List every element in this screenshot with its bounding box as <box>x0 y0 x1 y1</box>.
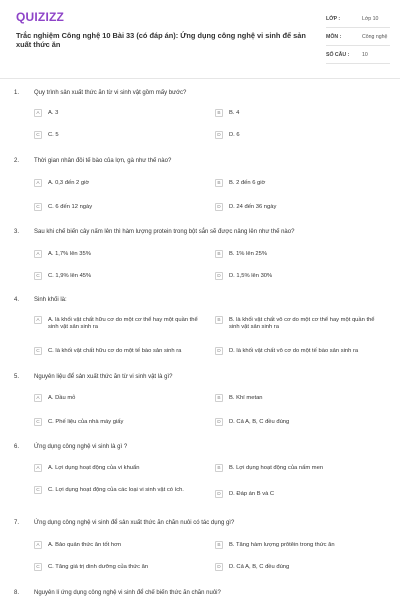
option-d[interactable] <box>215 491 379 498</box>
option-letter-box: D <box>215 272 223 280</box>
option-text: A. Lợi dụng hoạt động của vi khuẩn <box>48 465 140 471</box>
option-text: B. Tăng hàm lượng prôtêin trong thức ăn <box>229 542 335 548</box>
option-letter-box: B <box>215 394 223 402</box>
option-letter-box: A <box>34 250 42 258</box>
meta-value: Công nghệ <box>362 34 388 40</box>
option-text: B. 2 đến 6 giờ <box>229 180 266 186</box>
option-text: C. 6 đến 12 ngày <box>48 204 93 210</box>
option-letter-box: C <box>34 486 42 494</box>
option-letter-box: D <box>215 418 223 426</box>
option-d[interactable] <box>215 419 379 426</box>
option-letter-box: A <box>34 394 42 402</box>
option-a[interactable] <box>34 110 198 117</box>
option-letter-box: D <box>215 203 223 211</box>
question-number: 8. <box>14 590 20 596</box>
option-text: B. 4 <box>229 110 240 116</box>
question-number: 7. <box>14 520 20 526</box>
option-text: D. Cả A, B, C đều đúng <box>229 564 290 570</box>
option-text: C. là khối vật chất hữu cơ do một tế bào sản sinh ra <box>48 348 182 354</box>
option-d[interactable] <box>215 204 379 211</box>
question-number: 2. <box>14 158 20 164</box>
option-text: B. Khí metan <box>229 395 263 401</box>
option-text: D. Đáp án B và C <box>229 491 275 497</box>
question-number: 4. <box>14 297 20 303</box>
quizizz-logo[interactable]: QUIZIZZ <box>16 10 65 24</box>
option-letter-box: D <box>215 490 223 498</box>
option-letter-box: B <box>215 316 223 324</box>
option-a[interactable] <box>34 465 198 472</box>
option-text: A. 1,7% lên 35% <box>48 251 91 257</box>
option-letter-box: A <box>34 109 42 117</box>
option-d[interactable] <box>215 348 399 355</box>
option-b[interactable] <box>215 317 379 331</box>
option-letter-box: D <box>215 131 223 139</box>
meta-row-class <box>326 14 390 28</box>
option-d[interactable] <box>215 273 379 280</box>
option-a[interactable] <box>34 542 198 549</box>
question-text: Ứng dụng công nghệ vi sinh là gì ? <box>34 444 128 450</box>
option-text: C. Phế liệu của nhà máy giấy <box>48 419 124 425</box>
worksheet-title: Trắc nghiệm Công nghệ 10 Bài 33 (có đáp án): Ứng dụng công nghệ vi sinh để sản xuất thức ăn <box>16 31 306 49</box>
option-letter-box: A <box>34 464 42 472</box>
option-letter-box: C <box>34 131 42 139</box>
option-letter-box: A <box>34 316 42 324</box>
question-text: Ứng dụng công nghệ vi sinh để sản xuất thức ăn chăn nuôi có tác dụng gì? <box>34 520 235 526</box>
meta-row-subject <box>326 32 390 46</box>
option-a[interactable] <box>34 317 198 331</box>
option-c[interactable] <box>34 204 198 211</box>
option-letter-box: D <box>215 347 223 355</box>
option-b[interactable] <box>215 110 379 117</box>
option-letter-box: C <box>34 203 42 211</box>
question-number: 5. <box>14 374 20 380</box>
meta-label: LỚP : <box>326 16 341 22</box>
option-text: C. 1,9% lên 45% <box>48 273 92 279</box>
option-b[interactable] <box>215 251 379 258</box>
worksheet-header <box>0 0 400 78</box>
option-text: B. 1% lên 25% <box>229 251 268 257</box>
option-text: D. 24 đến 36 ngày <box>229 204 277 210</box>
worksheet-meta <box>326 14 390 68</box>
option-text: A. Dầu mỏ <box>48 395 76 401</box>
option-letter-box: B <box>215 464 223 472</box>
option-b[interactable] <box>215 180 379 187</box>
option-text: A. là khối vật chất hữu cơ do một cơ thể hay một quần thể sinh vật sản sinh ra <box>48 317 198 330</box>
question-text: Nguyên lí ứng dụng công nghệ vi sinh để chế biến thức ăn chăn nuôi? <box>34 590 221 596</box>
option-letter-box: D <box>215 563 223 571</box>
option-b[interactable] <box>215 542 379 549</box>
question-text: Nguyên liệu để sản xuất thức ăn từ vi sinh vật là gì? <box>34 374 173 380</box>
meta-value: Lớp 10 <box>362 16 379 22</box>
question-number: 3. <box>14 229 20 235</box>
option-letter-box: C <box>34 563 42 571</box>
question-number: 1. <box>14 90 20 96</box>
option-text: A. 3 <box>48 110 59 116</box>
meta-label: SỐ CÂU : <box>326 52 350 58</box>
option-b[interactable] <box>215 395 379 402</box>
option-text: A. 0,3 đến 2 giờ <box>48 180 90 186</box>
option-a[interactable] <box>34 180 198 187</box>
option-c[interactable] <box>34 564 198 571</box>
option-d[interactable] <box>215 564 379 571</box>
option-text: C. Lợi dụng hoạt động của các loại vi sinh vật có ích. <box>48 487 184 493</box>
question-text: Sau khi chế biến cây nấm lên thì hàm lượng protein trong bột sắn sẽ được nâng lên như thế nào? <box>34 229 295 235</box>
option-letter-box: C <box>34 272 42 280</box>
option-letter-box: B <box>215 541 223 549</box>
option-text: B. Lợi dụng hoạt động của nấm men <box>229 465 324 471</box>
option-b[interactable] <box>215 465 379 472</box>
option-a[interactable] <box>34 395 198 402</box>
option-letter-box: C <box>34 347 42 355</box>
option-letter-box: B <box>215 250 223 258</box>
option-letter-box: A <box>34 179 42 187</box>
option-letter-box: B <box>215 179 223 187</box>
option-text: D. 1,5% lên 30% <box>229 273 273 279</box>
question-text: Thời gian nhân đôi tế bào của lợn, gà như thế nào? <box>34 158 172 164</box>
meta-label: MÔN : <box>326 34 342 40</box>
option-text: B. là khối vật chất vô cơ do một cơ thể hay một quần thể sinh vật sản sinh ra <box>229 317 375 330</box>
option-c[interactable] <box>34 132 198 139</box>
option-letter-box: B <box>215 109 223 117</box>
option-text: D. Cả A, B, C đều đúng <box>229 419 290 425</box>
option-text: D. là khối vật chất vô cơ do một tế bào sản sinh ra <box>229 348 359 354</box>
option-text: D. 6 <box>229 132 240 138</box>
meta-value: 10 <box>362 52 368 58</box>
option-c[interactable] <box>34 348 223 355</box>
question-number: 6. <box>14 444 20 450</box>
option-d[interactable] <box>215 132 379 139</box>
question-text: Quy trình sản xuất thức ăn từ vi sinh vật gồm mấy bước? <box>34 90 187 96</box>
option-text: C. 5 <box>48 132 59 138</box>
meta-row-count <box>326 50 390 64</box>
option-letter-box: A <box>34 541 42 549</box>
question-text: Sinh khối là: <box>34 297 67 303</box>
option-text: A. Bảo quản thức ăn tốt hơn <box>48 542 122 548</box>
option-text: C. Tăng giá trị dinh dưỡng của thức ăn <box>48 564 149 570</box>
option-c[interactable] <box>34 419 198 426</box>
option-c[interactable] <box>34 273 198 280</box>
option-a[interactable] <box>34 251 198 258</box>
header-divider <box>0 78 400 79</box>
option-letter-box: C <box>34 418 42 426</box>
option-c[interactable] <box>34 487 198 494</box>
